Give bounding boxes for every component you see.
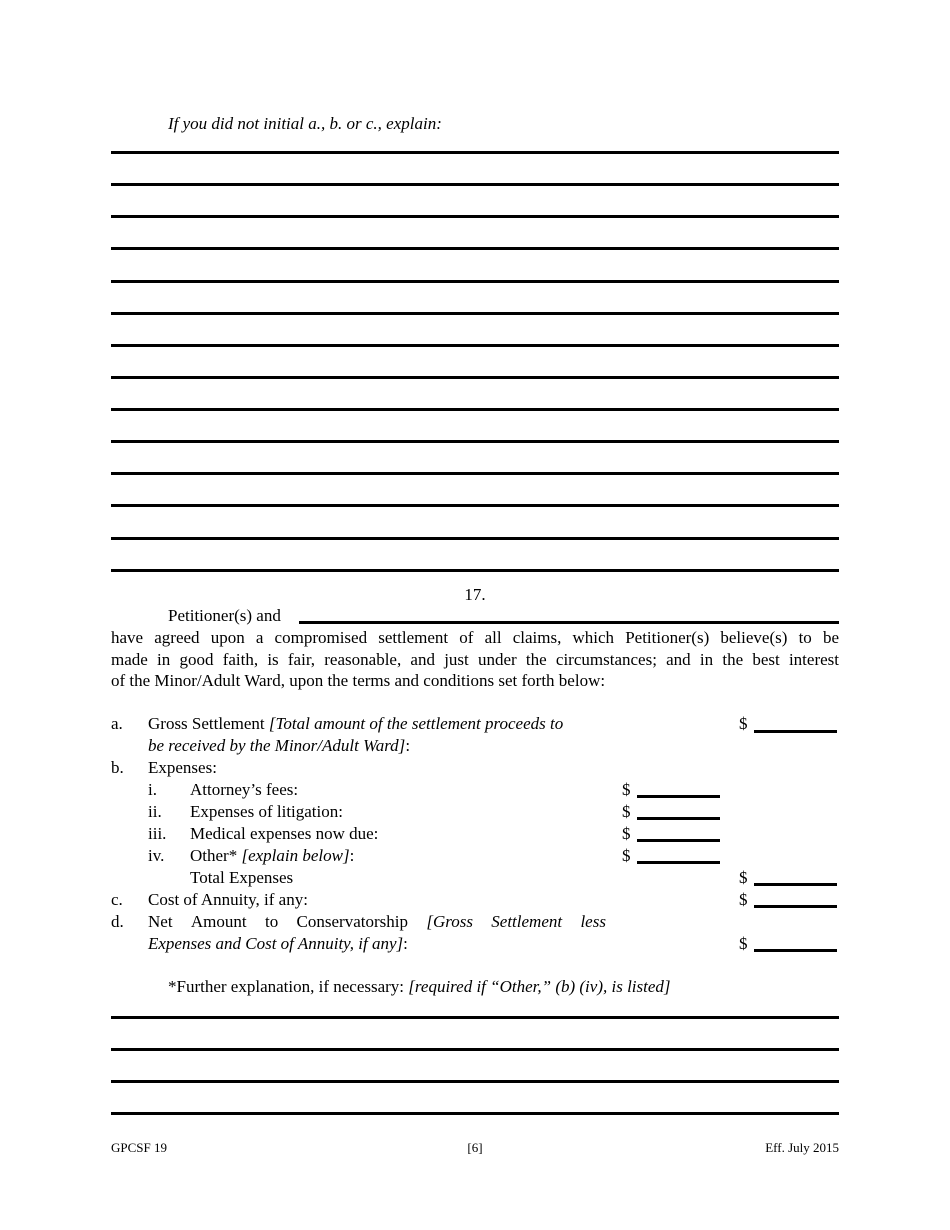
dollar-sign: $: [739, 714, 748, 733]
dollar-sign: $: [622, 780, 631, 799]
total-expenses-field[interactable]: [754, 883, 837, 886]
dollar-sign: $: [622, 846, 631, 865]
further-explanation-label: *Further explanation, if necessary: [required if “Other,” (b) (iv), is listed]: [168, 977, 671, 996]
expenses-label: Expenses:: [148, 758, 217, 777]
explain-prompt: If you did not initial a., b. or c., explain:: [168, 114, 442, 133]
sub-item-number: iii.: [148, 824, 167, 843]
page-number: [6]: [467, 1140, 483, 1155]
total-expenses-label: Total Expenses: [190, 868, 294, 887]
petitioner-label: Petitioner(s) and: [168, 606, 281, 625]
gross-settlement-amount-field[interactable]: [754, 730, 837, 733]
other-expenses-label: Other* [explain below]:: [190, 846, 355, 865]
effective-date: Eff. July 2015: [765, 1140, 839, 1155]
explanation-line[interactable]: [111, 569, 839, 572]
net-amount-label-line: Net Amount to Conservatorship [Gross Settlement less: [148, 912, 606, 931]
explanation-line[interactable]: [111, 247, 839, 250]
annuity-cost-field[interactable]: [754, 905, 837, 908]
explanation-line[interactable]: [111, 376, 839, 379]
explanation-line[interactable]: [111, 504, 839, 507]
agreement-text-line: made in good faith, is fair, reasonable, and just under the circumstances; and in the best interest: [111, 650, 839, 669]
explanation-line[interactable]: [111, 344, 839, 347]
dollar-sign: $: [622, 802, 631, 821]
litigation-expenses-label: Expenses of litigation:: [190, 802, 343, 821]
form-id: GPCSF 19: [111, 1140, 167, 1155]
dollar-sign: $: [739, 890, 748, 909]
attorney-fees-field[interactable]: [637, 795, 720, 798]
co-petitioner-blank[interactable]: [299, 621, 839, 624]
explanation-line[interactable]: [111, 472, 839, 475]
agreement-text-line: of the Minor/Adult Ward, upon the terms and conditions set forth below:: [111, 671, 606, 690]
gross-settlement-label: Gross Settlement [Total amount of the settlement proceeds to: [148, 714, 564, 733]
litigation-expenses-field[interactable]: [637, 817, 720, 820]
explanation-line[interactable]: [111, 440, 839, 443]
further-explanation-line[interactable]: [111, 1048, 839, 1051]
annuity-cost-label: Cost of Annuity, if any:: [148, 890, 308, 909]
dollar-sign: $: [739, 868, 748, 887]
gross-settlement-note: be received by the Minor/Adult Ward]:: [148, 736, 411, 755]
sub-item-number: iv.: [148, 846, 165, 865]
item-letter: c.: [111, 890, 123, 909]
further-explanation-line[interactable]: [111, 1112, 839, 1115]
explanation-line[interactable]: [111, 408, 839, 411]
explanation-line[interactable]: [111, 183, 839, 186]
further-explanation-line[interactable]: [111, 1016, 839, 1019]
section-number: 17.: [464, 585, 486, 604]
dollar-sign: $: [622, 824, 631, 843]
explanation-line[interactable]: [111, 537, 839, 540]
sub-item-number: ii.: [148, 802, 162, 821]
medical-expenses-label: Medical expenses now due:: [190, 824, 379, 843]
attorney-fees-label: Attorney’s fees:: [190, 780, 299, 799]
other-expenses-field[interactable]: [637, 861, 720, 864]
explanation-line[interactable]: [111, 280, 839, 283]
agreement-text-line: have agreed upon a compromised settlement of all claims, which Petitioner(s) believe(s) to be: [111, 628, 839, 647]
item-letter: d.: [111, 912, 124, 931]
item-letter: a.: [111, 714, 123, 733]
explanation-line[interactable]: [111, 215, 839, 218]
further-explanation-line[interactable]: [111, 1080, 839, 1083]
medical-expenses-field[interactable]: [637, 839, 720, 842]
net-amount-note: Expenses and Cost of Annuity, if any]:: [148, 934, 408, 953]
sub-item-number: i.: [148, 780, 157, 799]
explanation-line[interactable]: [111, 151, 839, 154]
item-letter: b.: [111, 758, 124, 777]
explanation-line[interactable]: [111, 312, 839, 315]
net-amount-field[interactable]: [754, 949, 837, 952]
dollar-sign: $: [739, 934, 748, 953]
